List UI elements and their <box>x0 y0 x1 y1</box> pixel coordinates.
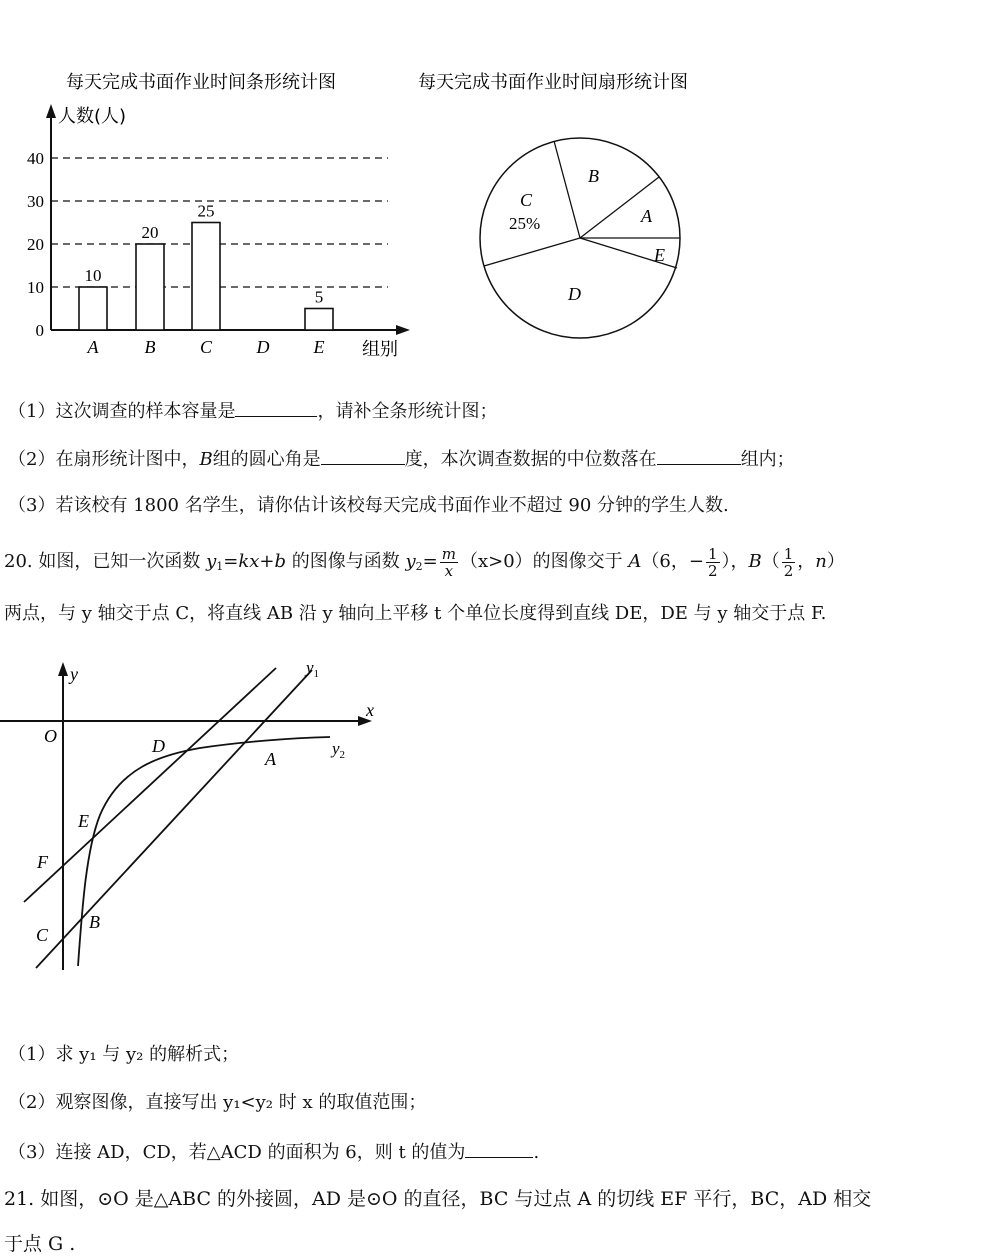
q19-blank-median-group[interactable] <box>657 446 741 465</box>
q21-line1: 21. 如图，⊙O 是△ABC 的外接圆，AD 是⊙O 的直径，BC 与过点 A 的切线 EF 平行，BC，AD 相交 <box>4 1188 872 1210</box>
label-d: D <box>152 736 165 756</box>
graph-y-arrow <box>58 662 68 676</box>
y-axis-arrow <box>46 104 56 118</box>
q19-part3: （3）若该校有 1800 名学生，请你估计该校每天完成书面作业不超过 90 分钟的学生人数. <box>8 495 729 516</box>
label-o: O <box>44 726 57 746</box>
bar-chart <box>0 60 430 370</box>
x-category-D: D <box>256 337 270 357</box>
q19-p2-text-a: （2）在扇形统计图中， <box>8 449 200 470</box>
q20-p3-text-a: （3）连接 AD，CD，若△ACD 的面积为 6，则 t 的值为 <box>8 1142 466 1163</box>
label-f: F <box>37 852 48 872</box>
y-tick-10: 10 <box>27 278 44 297</box>
q19-blank-angle[interactable] <box>321 446 405 465</box>
bar-value-label-B: 20 <box>141 223 159 242</box>
y-tick-40: 40 <box>27 149 44 168</box>
q20-stem-line2: 两点，与 y 轴交于点 C，将直线 AB 沿 y 轴向上平移 t 个单位长度得到直线 DE，DE 与 y 轴交于点 F. <box>4 603 827 624</box>
bar-chart-xlabel: 组别 <box>362 339 398 360</box>
pie-chart-title: 每天完成书面作业时间扇形统计图 <box>418 72 688 93</box>
bar-C <box>192 223 220 331</box>
bar-E <box>305 309 333 331</box>
label-x: x <box>366 700 374 720</box>
line-de <box>24 668 276 902</box>
pie-label-c-percent: 25% <box>509 214 541 233</box>
label-y: y <box>70 664 78 684</box>
q19-blank-sample-size[interactable] <box>235 398 317 417</box>
frac-m-over-x: $\frac{m}{x}$ <box>441 544 456 580</box>
q19-part1 <box>8 398 497 424</box>
q20-part3 <box>8 1139 539 1165</box>
q21-line2: 于点 G . <box>4 1233 76 1255</box>
pie-label-e: E <box>654 245 665 265</box>
label-y1: $y_1$ <box>306 658 320 680</box>
q20-stem: 20. 如图，已知一次函数 $y_1=kx+b$ 的图像与函数 $y_2=$ $\frac{m}{x}$ （x>0）的图像交于 A（6，− $\frac{1}{2}$ ），B（ $\frac{1}{2}$ ，n） <box>4 544 845 580</box>
pie-divider-bc <box>554 141 580 238</box>
q19-p2-text-d: 度，本次调查数据的中位数落在 <box>404 449 657 470</box>
label-c: C <box>36 925 49 945</box>
q19-p2-text-c: 组的圆心角是 <box>212 449 321 470</box>
label-b: B <box>89 912 100 932</box>
bar-B <box>136 244 164 330</box>
q19-p1-text-b: ，请补全条形统计图； <box>317 401 498 422</box>
y-tick-20: 20 <box>27 235 44 254</box>
q20-p3-text-b: . <box>533 1142 540 1163</box>
q20-stem-text-b: 的图像与函数 <box>291 551 406 572</box>
label-a: A <box>265 749 276 769</box>
bar-value-label-C: 25 <box>197 201 215 221</box>
x-category-A: A <box>87 337 99 357</box>
pie-chart <box>410 60 770 350</box>
x-category-B: B <box>144 337 156 357</box>
bar-value-label-A: 10 <box>84 266 102 285</box>
pie-label-d: D <box>568 284 581 304</box>
pie-label-b: B <box>588 166 599 186</box>
bar-value-label-E: 5 <box>314 287 324 307</box>
function-graph <box>0 650 400 980</box>
bar-chart-ylabel: 人数(人) <box>58 106 127 127</box>
y-tick-0: 0 <box>35 321 44 340</box>
q19-p1-text-a: （1）这次调查的样本容量是 <box>8 401 236 422</box>
pie-label-a: A <box>641 206 652 226</box>
curve-y2 <box>78 737 330 966</box>
bar-A <box>79 287 107 330</box>
q20-part1: （1）求 y₁ 与 y₂ 的解析式； <box>8 1044 240 1065</box>
x-axis-arrow <box>396 325 410 335</box>
bar-chart-title: 每天完成书面作业时间条形统计图 <box>66 72 336 93</box>
label-y2: $y_2$ <box>332 739 346 761</box>
q20-blank-t[interactable] <box>465 1139 533 1158</box>
q20-part2: （2）观察图像，直接写出 y₁<y₂ 时 x 的取值范围； <box>8 1092 427 1113</box>
q20-stem-text-a: 20. 如图，已知一次函数 <box>4 551 207 572</box>
pie-divider-dc <box>484 238 580 266</box>
q19-p2-b: B <box>199 449 213 470</box>
x-category-E: E <box>313 337 325 357</box>
pie-label-c: C <box>520 190 533 210</box>
q19-p2-text-e: 组内； <box>740 449 795 470</box>
y-tick-30: 30 <box>27 192 44 211</box>
q19-part2 <box>8 446 795 472</box>
frac-one-half-a: $\frac{1}{2}$ <box>707 544 718 580</box>
label-e: E <box>78 811 89 831</box>
x-category-C: C <box>199 337 213 357</box>
frac-one-half-b: $\frac{1}{2}$ <box>783 544 794 580</box>
q20-stem-text-c: （x>0）的图像交于 <box>460 551 623 572</box>
